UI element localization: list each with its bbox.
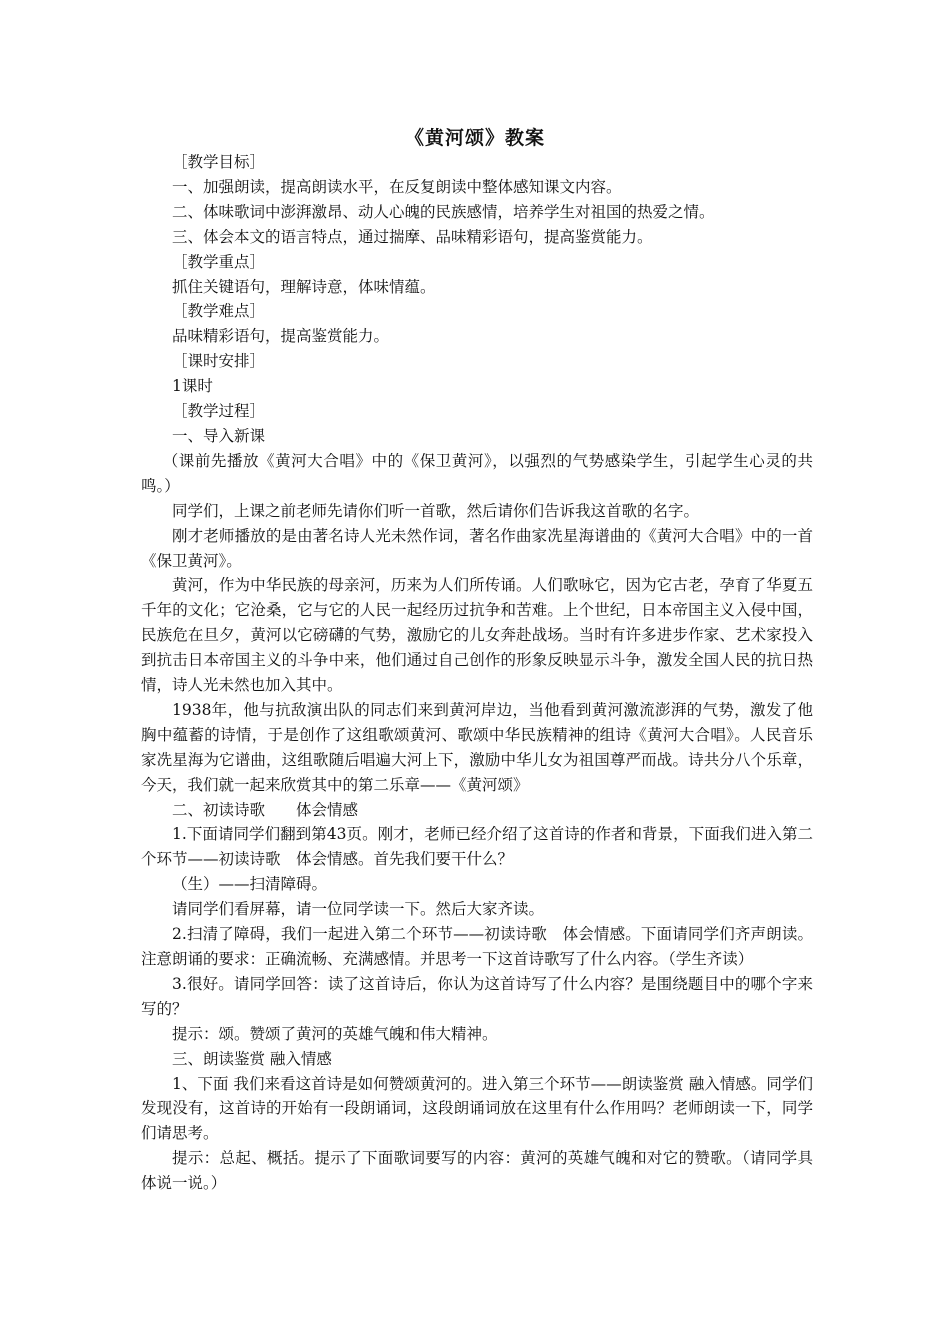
teaching-focus-text: 抓住关键语句，理解诗意，体味情蕴。 [172,277,436,296]
heading-teaching-goals: ［教学目标］ [172,153,266,171]
heading-teaching-process: ［教学过程］ [172,402,266,421]
paragraph: 黄河，作为中华民族的母亲河，历来为人们所传诵。人们歌咏它，因为它古老，孕育了华夏五千年的文化；它沧桑，它与它的人民一起经历过抗争和苦难。上个世纪，日本帝国主义入侵中国，民族危在旦夕，黄河以它磅礴的气势，激励它的儿女奔赴战场。当时有许多进步作家、艺术家投入到抗击日本帝国主义的斗争中来，他们通过自己创作的形象反映显示斗争，激发全国人民的抗日热情，诗人光未然也加入其中。 [141,576,813,695]
paragraph: 2.扫清了障碍，我们一起进入第二个环节——初读诗歌 体会情感。下面请同学们齐声朗读。注意朗诵的要求：正确流畅、充满感情。并思考一下这首诗歌写了什么内容。（学生齐读） [141,925,813,968]
goal-3: 三、体会本文的语言特点，通过揣摩、品味精彩语句，提高鉴赏能力。 [172,227,653,246]
section-2-heading: 二、初读诗歌 体会情感 [172,800,359,819]
paragraph: 1938年，他与抗敌演出队的同志们来到黄河岸边，当他看到黄河激流澎湃的气势，激发了他胸中蕴蓄的诗情，于是创作了这组歌颂黄河、歌颂中华民族精神的组诗《黄河大合唱》。人民音乐家冼星海为它谱曲，这组歌随后唱遍大河上下，激励中华儿女为祖国尊严而战。诗共分八个乐章，今天，我们就一起来欣赏其中的第二乐章——《黄河颂》 [141,700,813,794]
paragraph: （生）——扫清障碍。 [172,875,328,894]
paragraph: 同学们，上课之前老师先请你们听一首歌，然后请你们告诉我这首歌的名字。 [172,501,700,520]
goal-1: 一、加强朗读，提高朗读水平，在反复朗读中整体感知课文内容。 [172,177,622,196]
heading-class-schedule: ［课时安排］ [172,352,266,371]
paragraph: 提示：颂。赞颂了黄河的英雄气魄和伟大精神。 [172,1024,498,1043]
paragraph: 1、下面 我们来看这首诗是如何赞颂黄河的。进入第三个环节——朗读鉴赏 融入情感。同学们发现没有，这首诗的开始有一段朗诵词，这段朗诵词放在这里有什么作用吗？老师朗读一下，同学们请思考。 [141,1074,813,1143]
paragraph: 请同学们看屏幕，请一位同学读一下。然后大家齐读。 [172,900,545,919]
section-3-heading: 三、朗读鉴赏 融入情感 [172,1049,332,1068]
heading-teaching-difficulty: ［教学难点］ [172,302,266,321]
heading-teaching-focus: ［教学重点］ [172,252,266,271]
teaching-difficulty-text: 品味精彩语句，提高鉴赏能力。 [172,327,390,346]
paragraph: 3.很好。请同学回答：读了这首诗后，你认为这首诗写了什么内容？是围绕题目中的哪个字来写的？ [141,974,813,1018]
page-title: 《黄河颂》教案 [404,127,545,149]
class-schedule-text: 1课时 [172,377,213,396]
lesson-plan-body [141,150,813,1196]
paragraph: 提示：总起、概括。提示了下面歌词要写的内容：黄河的英雄气魄和对它的赞歌。（请同学具体说一说。） [141,1149,813,1193]
goal-2: 二、体味歌词中澎湃激昂、动人心魄的民族感情，培养学生对祖国的热爱之情。 [172,202,715,221]
paragraph: 刚才老师播放的是由著名诗人光未然作词，著名作曲家冼星海谱曲的《黄河大合唱》中的一首《保卫黄河》。 [141,526,813,570]
section-1-heading: 一、导入新课 [172,426,266,445]
paragraph: 1.下面请同学们翻到第43页。刚才，老师已经介绍了这首诗的作者和背景，下面我们进入第二个环节——初读诗歌 体会情感。首先我们要干什么？ [141,825,813,869]
paragraph: （课前先播放《黄河大合唱》中的《保卫黄河》，以强烈的气势感染学生，引起学生心灵的共鸣。） [141,451,813,495]
